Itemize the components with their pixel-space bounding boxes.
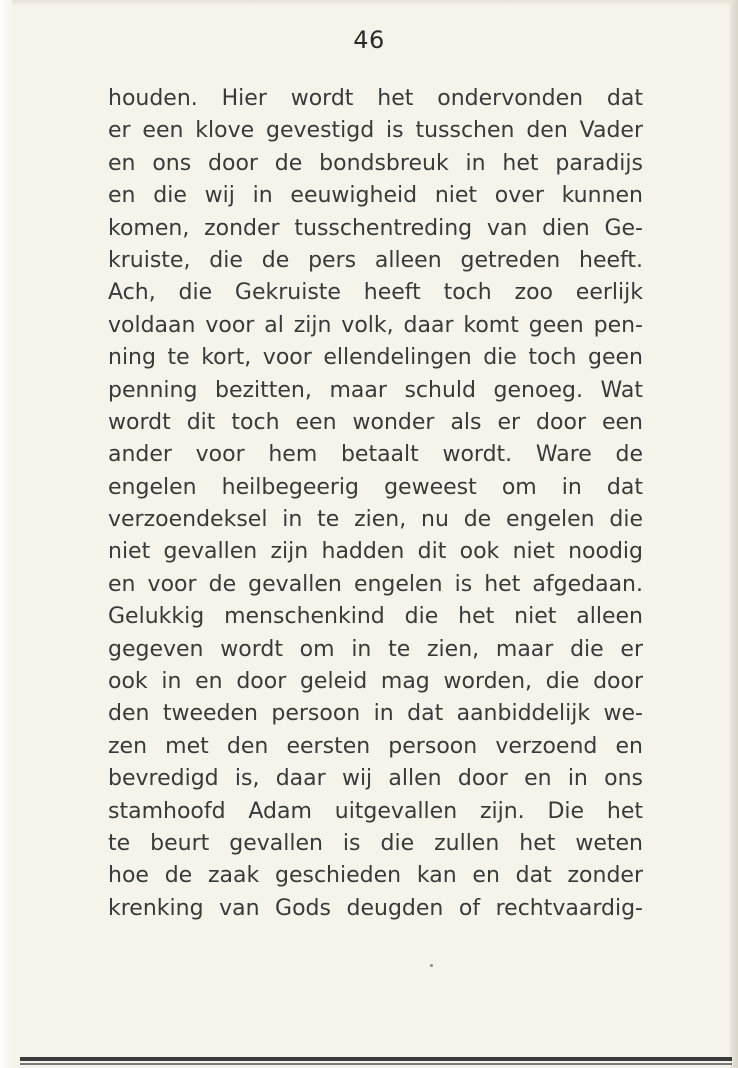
text-line: ook in en door geleid mag worden, die door (108, 669, 643, 695)
text-line: engelen heilbegeerig geweest om in dat (108, 474, 643, 500)
text-line: stamhoofd Adam uitgevallen zijn. Die het (108, 798, 643, 824)
page-right-edge (730, 0, 738, 1068)
text-line: Gelukkig menschenkind die het niet alleen (108, 604, 643, 630)
text-line: kruiste, die de pers alleen getreden heeft. (108, 247, 643, 273)
text-line: wordt dit toch een wonder als er door een (108, 409, 643, 435)
text-line: en die wij in eeuwigheid niet over kunnen (108, 183, 643, 209)
text-line: ander voor hem betaalt wordt. Ware de (108, 442, 643, 468)
text-line: niet gevallen zijn hadden dit ook niet noodig (108, 539, 643, 565)
page-number: 46 (353, 26, 385, 54)
text-line: er een klove gevestigd is tusschen den Vader (108, 118, 643, 144)
text-line: en voor de gevallen engelen is het afgedaan. (108, 571, 643, 597)
text-line: en ons door de bondsbreuk in het paradijs (108, 150, 643, 176)
text-line: gegeven wordt om in te zien, maar die er (108, 636, 643, 662)
text-line: krenking van Gods deugden of rechtvaardig- (108, 895, 643, 921)
text-line: Ach, die Gekruiste heeft toch zoo eerlijk (108, 280, 643, 306)
text-line: komen, zonder tusschentreding van dien Ge- (108, 215, 643, 241)
text-line: bevredigd is, daar wij allen door en in ons (108, 766, 643, 792)
ink-speck (430, 964, 433, 967)
text-line: voldaan voor al zijn volk, daar komt geen pen- (108, 312, 643, 338)
bottom-border-shadow (20, 1063, 732, 1065)
page-left-edge (0, 0, 12, 1068)
text-line: ning te kort, voor ellendelingen die toch geen (108, 345, 643, 371)
text-line: verzoendeksel in te zien, nu de engelen die (108, 507, 643, 533)
bottom-border (20, 1057, 732, 1061)
text-line: den tweeden persoon in dat aanbiddelijk we- (108, 701, 643, 727)
text-line: te beurt gevallen is die zullen het weten (108, 830, 643, 856)
body-text (108, 83, 643, 925)
text-line: hoe de zaak geschieden kan en dat zonder (108, 863, 643, 889)
text-line: houden. Hier wordt het ondervonden dat (108, 86, 643, 111)
text-line: zen met den eersten persoon verzoend en (108, 733, 643, 759)
page-top-shadow (0, 0, 738, 6)
text-line: penning bezitten, maar schuld genoeg. Wat (108, 377, 643, 403)
